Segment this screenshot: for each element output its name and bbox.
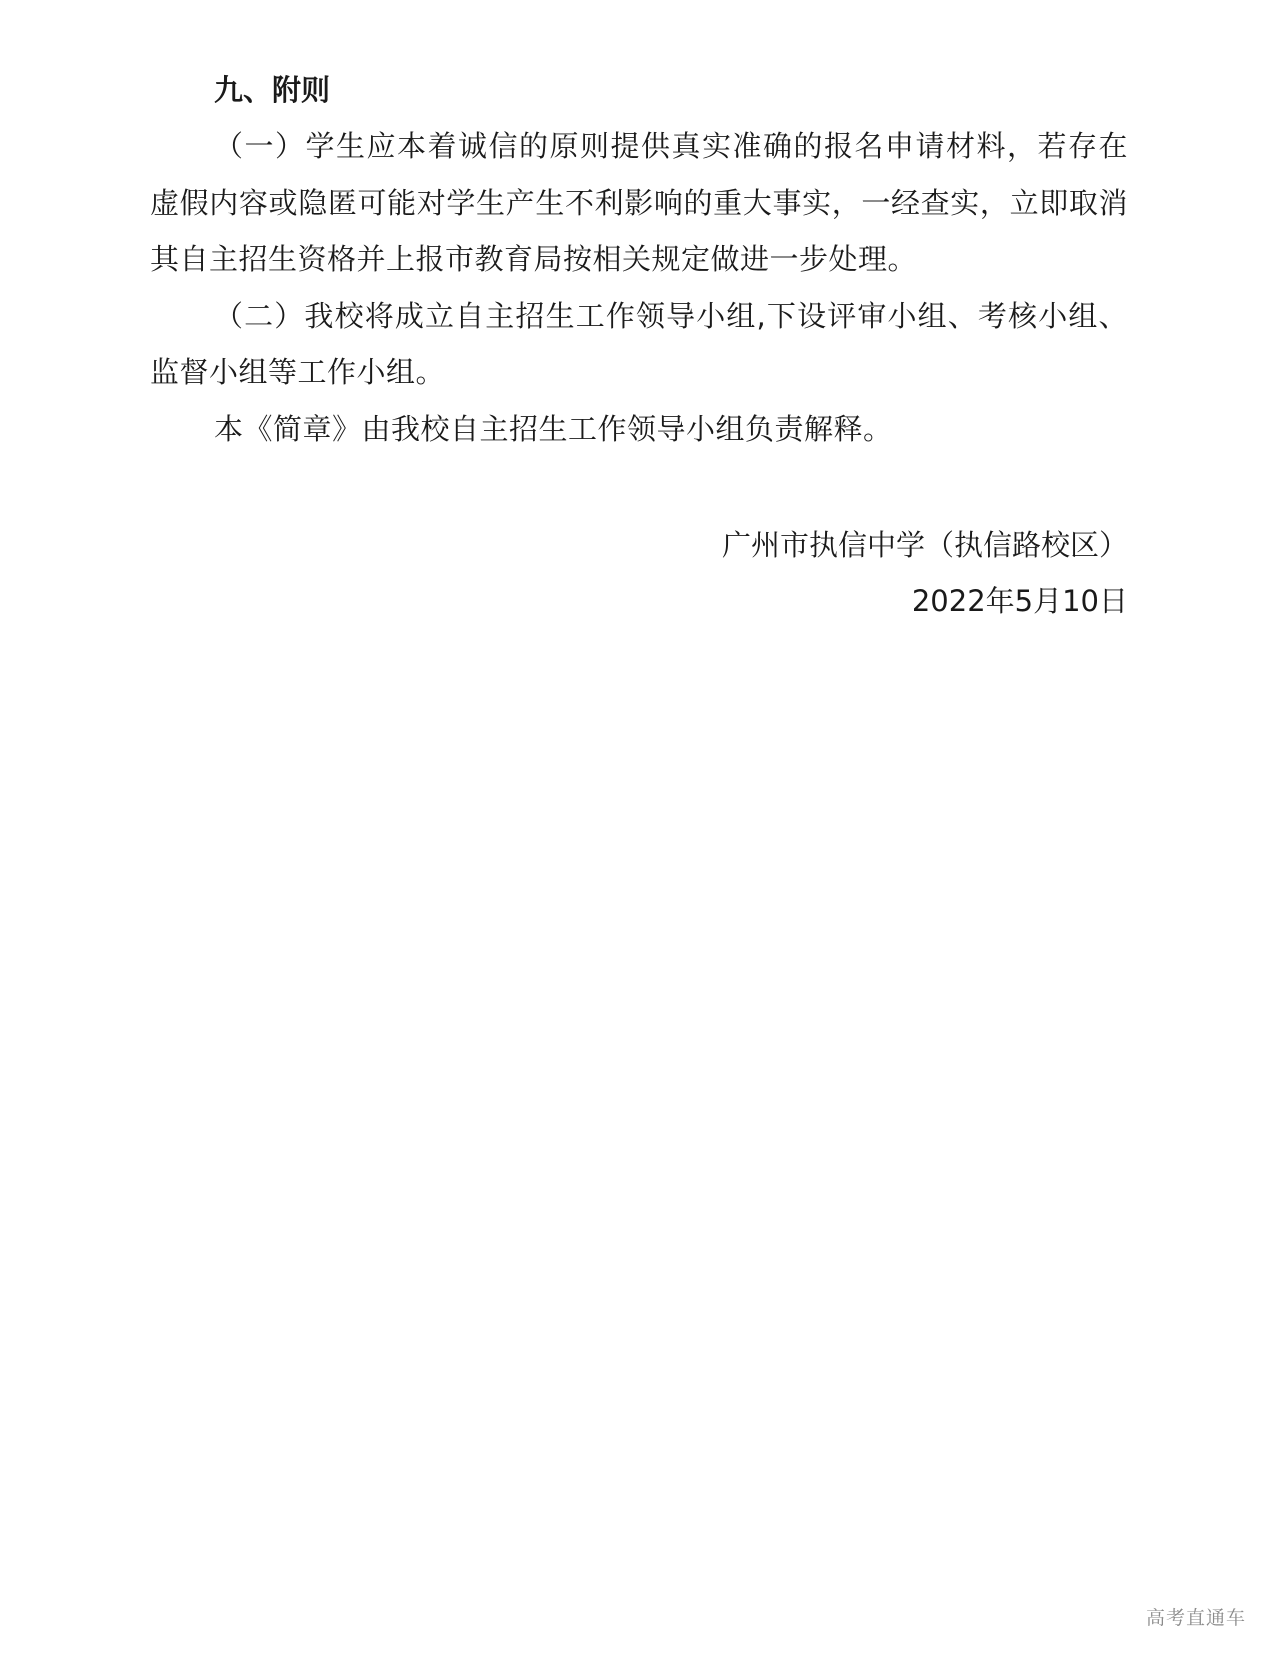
document-body xyxy=(150,62,1128,457)
paragraph-3: 本《简章》由我校自主招生工作领导小组负责解释。 xyxy=(214,411,893,446)
signature-organization: 广州市执信中学（执信路校区） xyxy=(721,528,1128,562)
signature-date: 2022年5月10日 xyxy=(911,584,1128,618)
section-title: 九、附则 xyxy=(214,73,331,107)
paragraph-1: （一）学生应本着诚信的原则提供真实准确的报名申请材料，若存在虚假内容或隐匿可能对学生产生不利影响的重大事实，一经查实，立即取消其自主招生资格并上报市教育局按相关规定做进一步处理。 xyxy=(150,129,1128,276)
paragraph-2: （二）我校将成立自主招生工作领导小组,下设评审小组、考核小组、监督小组等工作小组。 xyxy=(150,298,1128,389)
signature-block xyxy=(722,517,1128,629)
watermark-text: 高考直通车 xyxy=(1145,1607,1246,1629)
